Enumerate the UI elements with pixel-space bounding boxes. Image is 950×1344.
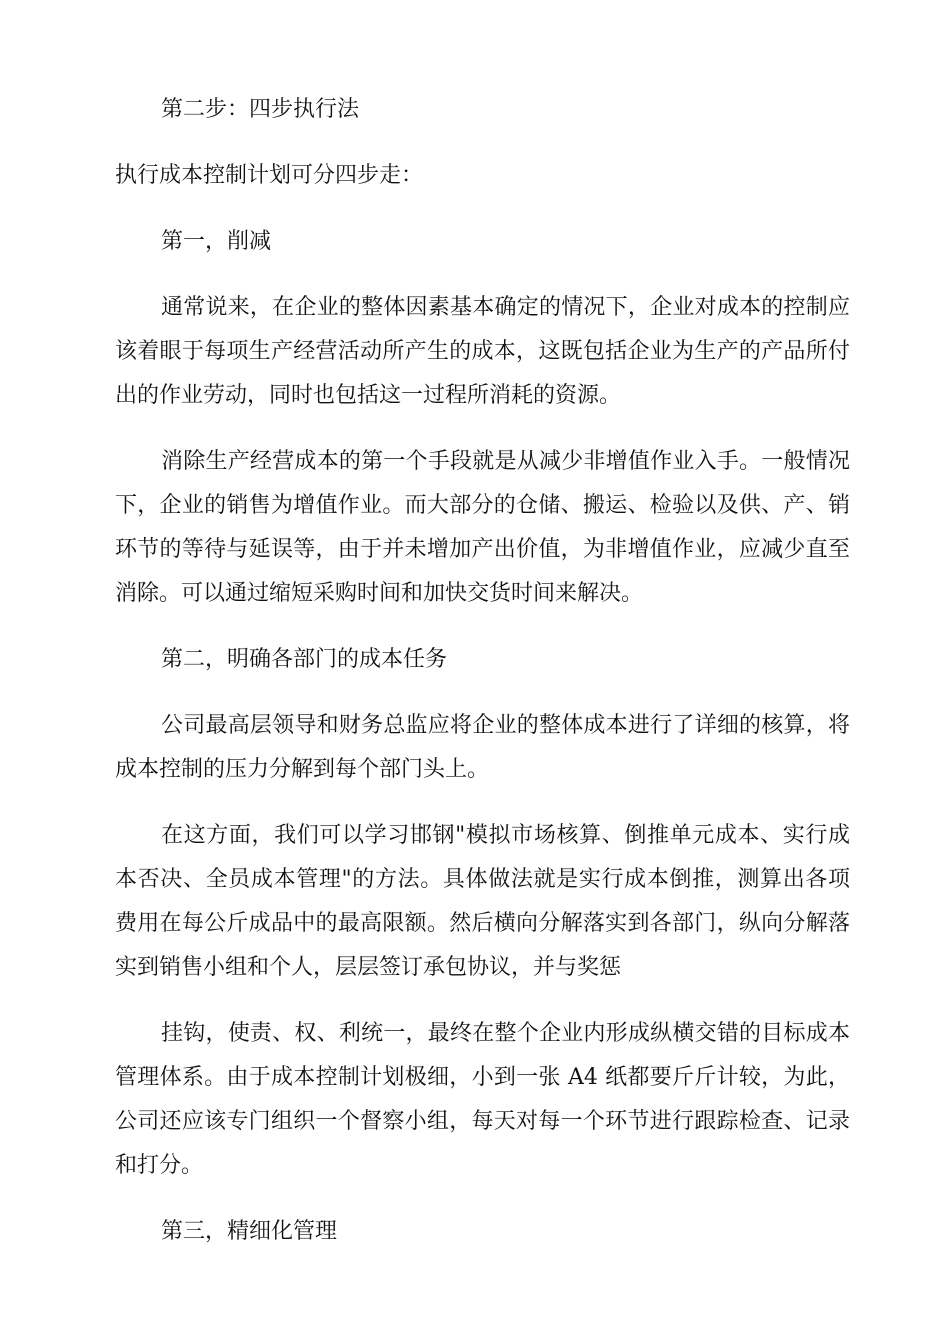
subheading-refined-management: 第三，精细化管理 [161, 1219, 338, 1244]
paragraph-handan-steel-method: 在这方面，我们可以学习邯钢"模拟市场核算、倒推单元成本、实行成本否决、全员成本管理"的方法。具体做法就是实行成本倒推，测算出各项费用在每公斤成品中的最高限额。然后横向分解落实到各部门，纵向分解落实到销售小组和个人，层层签订承包协议，并与奖惩 [115, 823, 850, 980]
document-body [115, 88, 850, 1276]
section-heading-step-two: 第二步：四步执行法 [161, 97, 360, 122]
paragraph-target-cost-system: 挂钩，使责、权、利统一，最终在整个企业内形成纵横交错的目标成本管理体系。由于成本控制计划极细，小到一张 A4 纸都要斤斤计较，为此，公司还应该专门组织一个督察小组，每天对每一个环节进行跟踪检查、记录和打分。 [115, 1021, 850, 1178]
subheading-reduce: 第一，削减 [161, 229, 272, 254]
paragraph-cost-control-focus: 通常说来，在企业的整体因素基本确定的情况下，企业对成本的控制应该着眼于每项生产经营活动所产生的成本，这既包括企业为生产的产品所付出的作业劳动，同时也包括这一过程所消耗的资源。 [115, 295, 850, 408]
paragraph-non-value-activities: 消除生产经营成本的第一个手段就是从减少非增值作业入手。一般情况下，企业的销售为增值作业。而大部分的仓储、搬运、检验以及供、产、销环节的等待与延误等，由于并未增加产出价值，为非增值作业，应减少直至消除。可以通过缩短采购时间和加快交货时间来解决。 [115, 449, 850, 606]
paragraph-leadership-accounting: 公司最高层领导和财务总监应将企业的整体成本进行了详细的核算，将成本控制的压力分解到每个部门头上。 [115, 713, 850, 782]
subheading-department-tasks: 第二，明确各部门的成本任务 [161, 647, 448, 672]
intro-paragraph: 执行成本控制计划可分四步走： [115, 163, 424, 188]
